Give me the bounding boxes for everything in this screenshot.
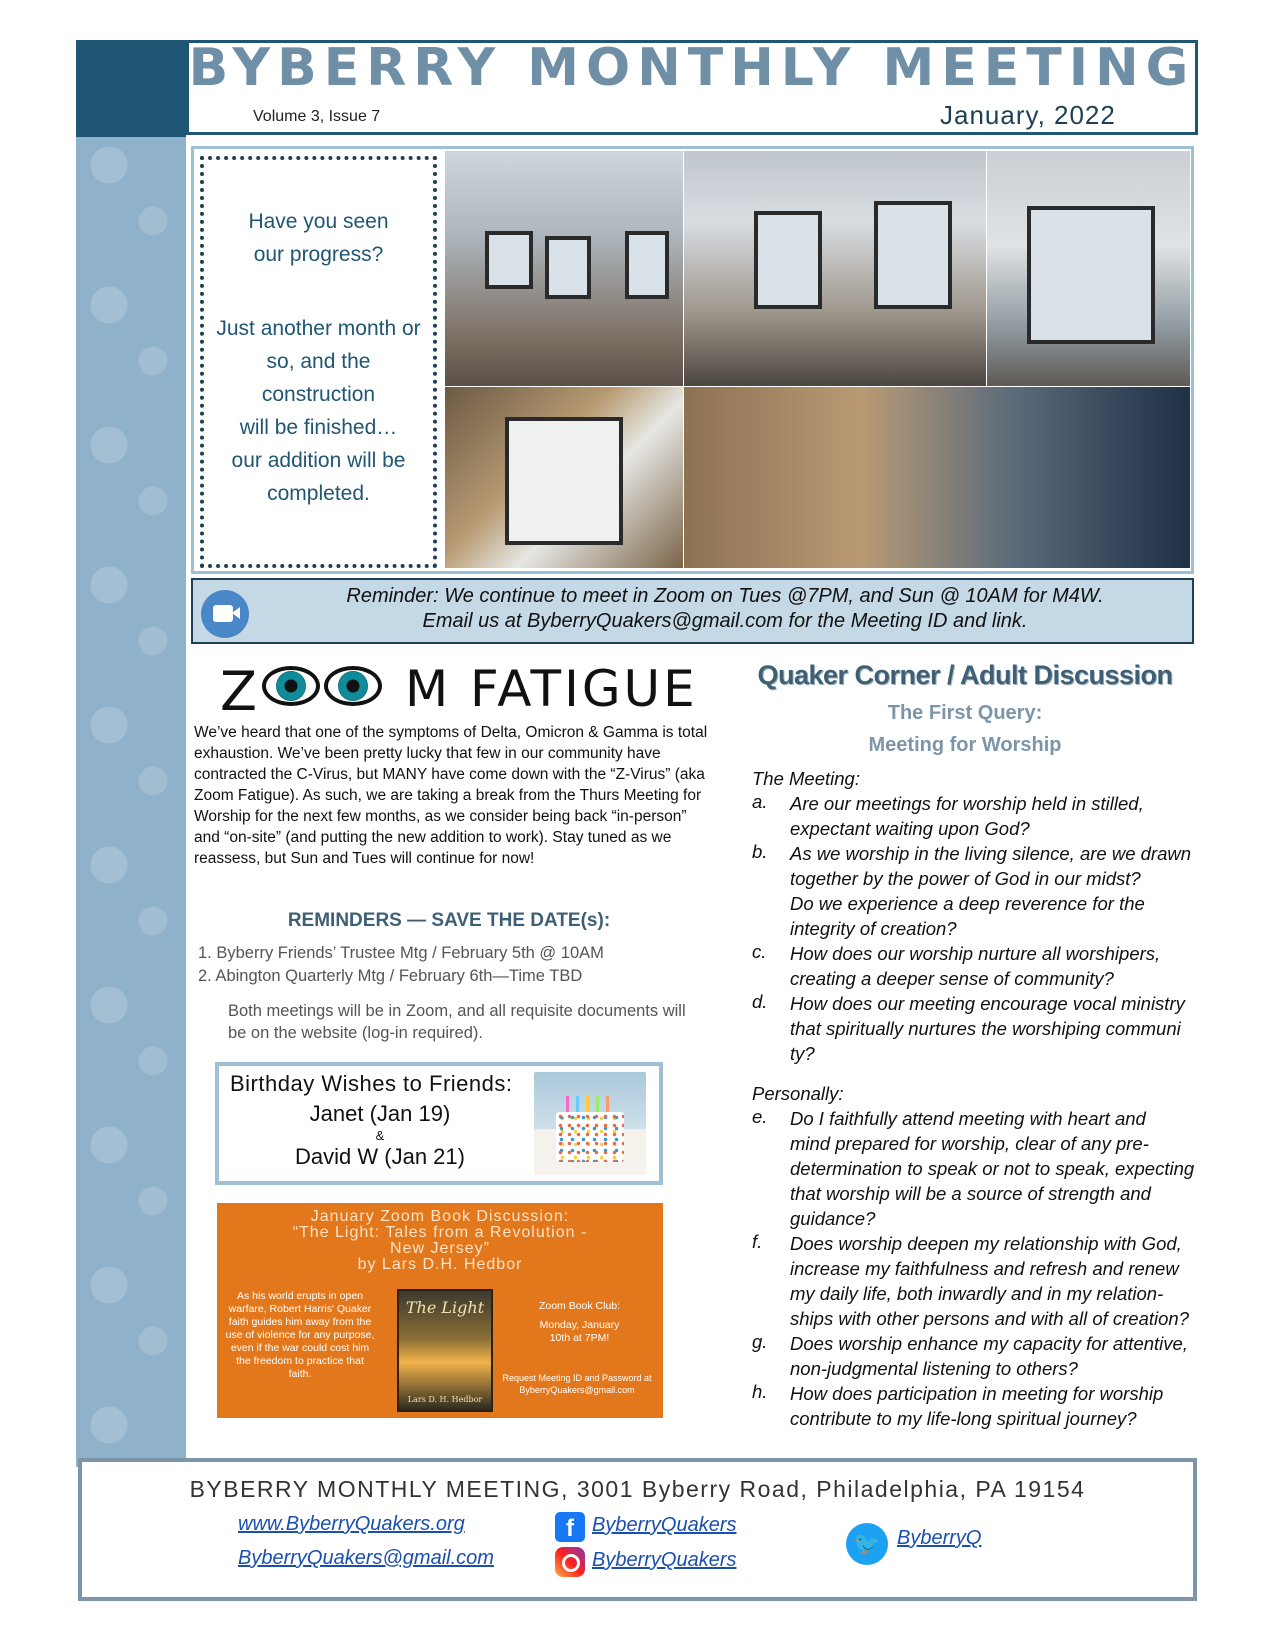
save-the-date-list: [198, 942, 718, 988]
birthday-person-1: Janet (Jan 19): [309, 1101, 451, 1126]
reminder-schedule: Reminder: We continue to meet in Zoom on Tues @7PM, and Sun @ 10AM for M4W.: [346, 585, 1104, 607]
query-g: [790, 1331, 1188, 1381]
book-title-line: “The Light: Tales from a Revolution -: [292, 1224, 588, 1241]
query-line: How does participation in meeting for worship: [790, 1383, 1164, 1404]
construction-photo-exterior-3: [987, 151, 1190, 386]
masthead-title: BYBERRY MONTHLY MEETING: [188, 38, 1196, 98]
book-club-label: Zoom Book Club:: [538, 1300, 621, 1312]
twitter-icon[interactable]: 🐦: [846, 1523, 888, 1565]
query-letter: h.: [752, 1381, 768, 1402]
query-line: ships with other persons and with all of creation?: [790, 1308, 1189, 1329]
query-letter: e.: [752, 1106, 768, 1127]
candle-icon: [566, 1096, 569, 1112]
progress-line: our addition will be: [231, 449, 406, 472]
header-side-block: [76, 40, 186, 137]
query-line: creating a deeper sense of community?: [790, 968, 1114, 989]
query-e: [790, 1106, 1194, 1231]
book-cover-author: Lars D. H. Hedbor: [407, 1395, 483, 1404]
query-line: integrity of creation?: [790, 918, 957, 939]
query-c: [790, 941, 1160, 991]
query-line: As we worship in the living silence, are we drawn: [790, 843, 1192, 864]
reminder-email: Email us at ByberryQuakers@gmail.com for the Meeting ID and link.: [422, 610, 1028, 632]
eye-icon: [324, 666, 382, 706]
zoom-camera-glyph: [213, 605, 233, 622]
candle-icon: [596, 1096, 599, 1112]
book-blurb: As his world erupts in open warfare, Robert Harris' Quaker faith guides him away from the use of violence for any purpose, even if the war could cost him the freedom to practice that faith.: [225, 1290, 375, 1380]
query-line: mind prepared for worship, clear of any pre-: [790, 1133, 1149, 1154]
progress-line: construction: [261, 383, 376, 406]
construction-photo-exterior-2: [684, 151, 986, 386]
zoom-fatigue-title-rest: M FATIGUE: [405, 660, 698, 718]
book-title-line: by Lars D.H. Hedbor: [357, 1256, 523, 1273]
floral-side-strip: [76, 137, 186, 1467]
save-the-date-heading: REMINDERS — SAVE THE DATE(s):: [287, 910, 611, 931]
query-f: [790, 1231, 1189, 1331]
save-the-date-note: Both meetings will be in Zoom, and all requisite documents will be on the website (log-in required).: [228, 1002, 686, 1042]
email-link[interactable]: ByberryQuakers@gmail.com: [238, 1547, 494, 1569]
construction-photo-exterior-1: [445, 151, 683, 386]
query-line: ty?: [790, 1043, 815, 1064]
book-cover-title: The Light: [405, 1298, 485, 1317]
query-letter: a.: [752, 791, 768, 812]
zoom-camera-lens-glyph: [232, 607, 240, 619]
progress-line: Have you seen: [248, 210, 389, 233]
query-line: increase my faithfulness and refresh and renew: [790, 1258, 1179, 1279]
progress-line: Just another month or: [216, 317, 421, 340]
query-line: that worship will be a source of strength and: [790, 1183, 1151, 1204]
query-line: that spiritually nurtures the worshiping communi: [790, 1018, 1181, 1039]
facebook-link[interactable]: ByberryQuakers: [592, 1514, 737, 1536]
instagram-icon-lens: [562, 1554, 580, 1572]
query-line: contribute to my life-long spiritual journey?: [790, 1408, 1137, 1429]
construction-photo-interior-1: [445, 387, 683, 568]
birthday-ampersand: &: [375, 1128, 385, 1143]
eye-icon: [262, 666, 320, 706]
progress-line: so, and the: [266, 350, 371, 373]
query-line: Does worship deepen my relationship with God,: [790, 1233, 1182, 1254]
candle-icon: [576, 1096, 579, 1112]
list-item: 2. Abington Quarterly Mtg / February 6th—Time TBD: [198, 967, 583, 985]
list-item: 1. Byberry Friends’ Trustee Mtg / February 5th @ 10AM: [198, 944, 604, 962]
progress-line: will be finished…: [239, 416, 398, 439]
twitter-link[interactable]: ByberryQ: [897, 1527, 982, 1549]
query-letter: g.: [752, 1331, 768, 1352]
query-line: together by the power of God in our midst?: [790, 868, 1141, 889]
progress-callout-text: [204, 205, 433, 510]
query-line: my daily life, both inwardly and in my relation-: [790, 1283, 1164, 1304]
progress-line: our progress?: [253, 243, 384, 266]
query-letter: f.: [752, 1231, 763, 1252]
meeting-label: The Meeting:: [752, 768, 860, 789]
query-h: [790, 1381, 1163, 1431]
query-a: [790, 791, 1144, 841]
query-line: Are our meetings for worship held in stilled,: [790, 793, 1144, 814]
query-d: [790, 991, 1185, 1066]
progress-line: completed.: [267, 482, 370, 505]
query-line: determination to speak or not to speak, expecting: [790, 1158, 1195, 1179]
instagram-link[interactable]: ByberryQuakers: [592, 1549, 737, 1571]
query-letter: b.: [752, 841, 768, 862]
query-line: guidance?: [790, 1208, 876, 1229]
query-line: Do I faithfully attend meeting with heart and: [790, 1108, 1146, 1129]
facebook-icon[interactable]: f: [555, 1512, 585, 1542]
query-letter: c.: [752, 941, 767, 962]
zoom-fatigue-body: We’ve heard that one of the symptoms of Delta, Omicron & Gamma is total exhaustion. We’ve been pretty lucky that few in our community have contracted the C-Virus, but MANY have come down with the “Z-Virus” (aka Zoom Fatigue). As such, we are taking a break from the Thurs Meeting for Worship for the next few months, as we consider being back “in-person” and “on-site” (and putting the new addition to work). Stay tuned as we reassess, but Sun and Tues will continue for now!: [194, 724, 708, 867]
book-title-line: New Jersey”: [390, 1240, 490, 1257]
book-club-details: [502, 1300, 657, 1345]
issue-date: January, 2022: [940, 100, 1116, 130]
website-link[interactable]: www.ByberryQuakers.org: [238, 1513, 465, 1535]
construction-photo-interior-people: [684, 387, 1190, 568]
progress-spacer: [204, 271, 433, 312]
query-line: How does our worship nurture all worshipers,: [790, 943, 1161, 964]
book-title-line: January Zoom Book Discussion:: [310, 1208, 570, 1225]
birthday-person-2: David W (Jan 21): [295, 1144, 465, 1169]
quaker-corner-subtitle-1: The First Query:: [887, 702, 1043, 724]
personally-label: Personally:: [752, 1083, 844, 1104]
query-line: non-judgmental listening to others?: [790, 1358, 1078, 1379]
book-club-when: Monday, January 10th at 7PM!: [539, 1319, 620, 1344]
query-line: How does our meeting encourage vocal ministry: [790, 993, 1185, 1014]
book-discussion-title: [217, 1209, 663, 1273]
query-letter: d.: [752, 991, 768, 1012]
quaker-corner-subtitle-2: Meeting for Worship: [868, 734, 1062, 756]
footer-address: BYBERRY MONTHLY MEETING, 3001 Byberry Road, Philadelphia, PA 19154: [189, 1476, 1086, 1502]
volume-issue: Volume 3, Issue 7: [253, 108, 381, 125]
query-line: Does worship enhance my capacity for attentive,: [790, 1333, 1188, 1354]
quaker-corner-title: Quaker Corner / Adult Discussion: [757, 660, 1173, 690]
birthday-title: Birthday Wishes to Friends:: [230, 1071, 513, 1096]
query-line: Do we experience a deep reverence for the: [790, 893, 1145, 914]
candle-icon: [606, 1096, 609, 1112]
cake-icon: [556, 1112, 624, 1162]
query-line: expectant waiting upon God?: [790, 818, 1030, 839]
candle-icon: [586, 1096, 589, 1112]
zoom-fatigue-title-z: Z: [220, 660, 257, 723]
book-club-request: Request Meeting ID and Password at ByberryQuakers@gmail.com: [502, 1373, 652, 1395]
query-b: [790, 841, 1191, 941]
